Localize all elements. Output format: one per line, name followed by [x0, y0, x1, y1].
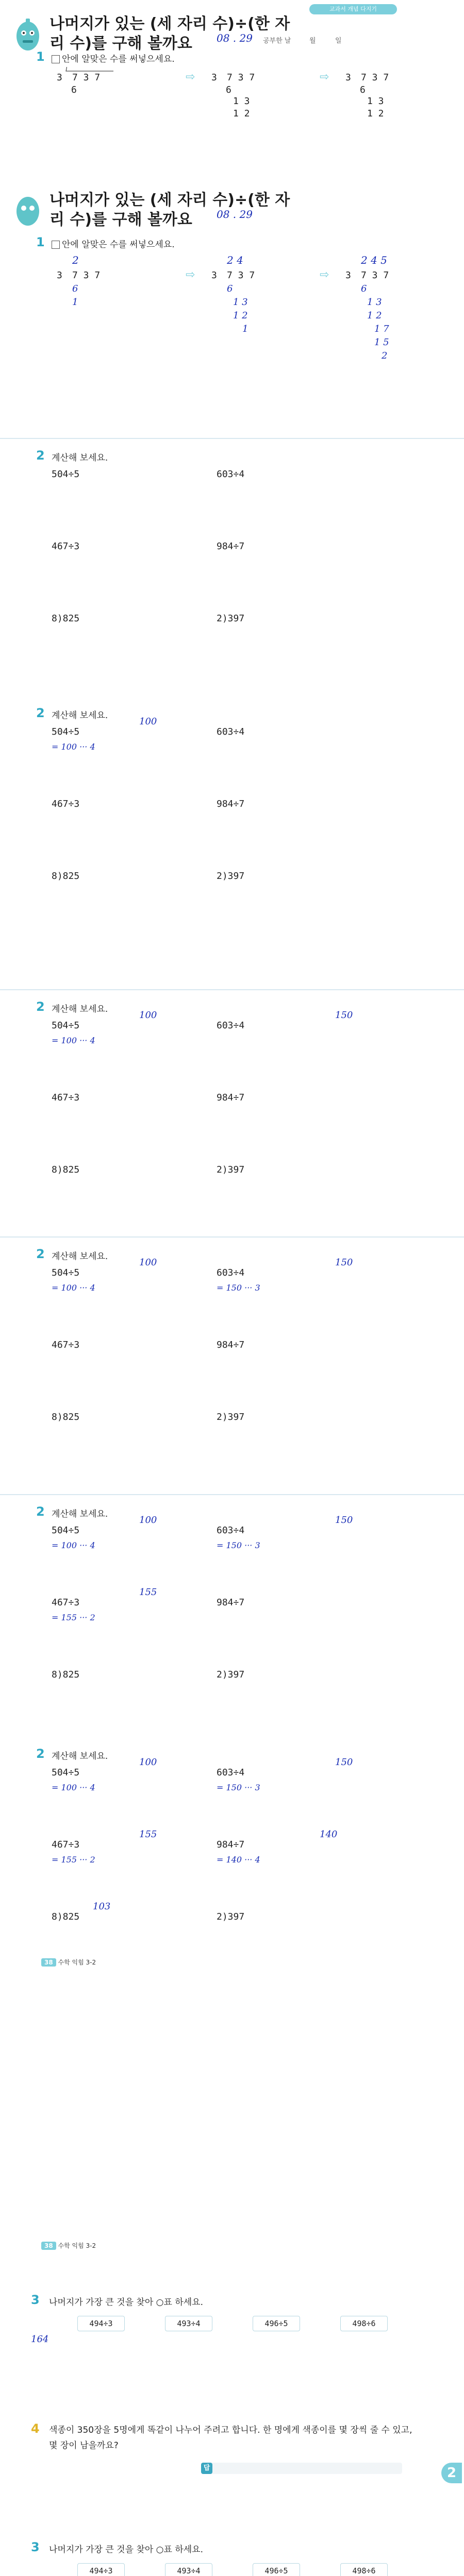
- question-number-1: 1: [36, 49, 45, 64]
- problem-2: 603÷4: [217, 1525, 245, 1536]
- problem-1: 504÷5: [52, 1267, 80, 1278]
- question-4-text: 색종이 350장을 5명에게 똑같이 나누어 주려고 합니다. 한 명에게 색종이를 몇 장씩 줄 수 있고, 몇 장이 남을까요?: [49, 2425, 412, 2451]
- work-1: 100: [139, 1257, 157, 1268]
- work-5: 103: [93, 1901, 111, 1912]
- work-line: 1 2: [367, 108, 384, 119]
- book-title: 수학 익힘 3-2: [58, 1959, 96, 1966]
- work-line: 1 3: [233, 96, 250, 107]
- book-title: 수학 익힘 3-2: [58, 2242, 96, 2249]
- work-4-note: = 140 ··· 4: [217, 1855, 260, 1865]
- work-line: 1 3: [367, 297, 382, 308]
- question-2-section: [0, 1242, 464, 1468]
- work-line: 1 5: [374, 337, 389, 348]
- dividend: 7 3 7: [227, 72, 255, 83]
- question-2-instruction: 계산해 보세요.: [52, 1251, 108, 1262]
- problem-5: 8)825: [52, 1669, 80, 1680]
- blank-box-icon: [52, 241, 60, 249]
- work-3-note: = 155 ··· 2: [52, 1613, 95, 1622]
- problem-3: 467÷3: [52, 1340, 80, 1350]
- problem-6: 2)397: [217, 1911, 245, 1922]
- question-3-4-section: [0, 2287, 464, 2530]
- long-division-steps-filled: [52, 252, 443, 366]
- work-1: 100: [139, 1010, 157, 1021]
- option-1[interactable]: 494÷3: [77, 2563, 125, 2576]
- problem-1: 504÷5: [52, 1767, 80, 1778]
- problem-5: 8)825: [52, 1164, 80, 1175]
- divisor: 3: [57, 72, 62, 83]
- work-3-note: = 155 ··· 2: [52, 1855, 95, 1865]
- footer-left: [41, 2241, 96, 2250]
- date-label: 공부한 날: [263, 37, 291, 45]
- problem-2: 603÷4: [217, 1267, 245, 1278]
- problem-5: 8)825: [52, 1412, 80, 1422]
- question-2-instruction: 계산해 보세요.: [52, 1509, 108, 1519]
- question-2-instruction: 계산해 보세요.: [52, 453, 108, 463]
- problem-3: 467÷3: [52, 1597, 80, 1608]
- problem-3: 467÷3: [52, 1839, 80, 1850]
- expression-bar: [206, 2463, 402, 2474]
- divider: [0, 438, 464, 439]
- problem-4: 984÷7: [217, 1597, 245, 1608]
- divider: [0, 989, 464, 990]
- question-number-2: 2: [36, 1747, 45, 1761]
- dividend: 7 3 7: [72, 72, 101, 83]
- problem-5: 8)825: [52, 613, 80, 624]
- work-1-note: = 100 ··· 4: [52, 1283, 95, 1293]
- work-line: 1 3: [367, 96, 384, 107]
- work-line: 1 2: [233, 310, 248, 321]
- divisor: 3: [345, 72, 351, 83]
- work-2: 150: [335, 1757, 353, 1768]
- date-handwritten: 08 . 29: [217, 32, 253, 44]
- chapter-badge: 2: [441, 2463, 462, 2483]
- problem-1: 504÷5: [52, 726, 80, 737]
- problem-5: 8)825: [52, 1911, 80, 1922]
- problem-4: 984÷7: [217, 1839, 245, 1850]
- work-1: 100: [139, 716, 157, 727]
- work-1-note: = 100 ··· 4: [52, 1540, 95, 1550]
- question-1-instruction: [52, 52, 175, 64]
- divisor: 3: [57, 270, 62, 281]
- divisor: 3: [211, 270, 217, 281]
- dividend: 7 3 7: [361, 72, 389, 83]
- section-banner: 교과서 개념 다지기: [309, 4, 397, 14]
- work-line: 1 2: [233, 108, 250, 119]
- problem-6: 2)397: [217, 613, 245, 624]
- work-1-note: = 100 ··· 4: [52, 1036, 95, 1045]
- day-label: 일: [335, 37, 342, 45]
- question-3-instruction: 나머지가 가장 큰 것을 찾아 ○표 하세요.: [49, 2545, 203, 2555]
- arrow-right-icon: ⇨: [320, 71, 329, 83]
- quotient: 2 4: [227, 254, 243, 266]
- page-fragment-header-1: [0, 0, 464, 121]
- work-line: 1: [72, 297, 78, 308]
- question-number-1: 1: [36, 235, 45, 249]
- long-division-steps-1: [52, 67, 443, 121]
- option-3[interactable]: 496÷5: [253, 2563, 300, 2576]
- page-title: 나머지가 있는 (세 자리 수)÷(한 자리 수)를 구해 볼까요: [49, 191, 290, 229]
- work-2-note: = 150 ··· 3: [217, 1540, 260, 1550]
- division-step-3: [345, 72, 389, 119]
- question-2-section: [0, 701, 464, 927]
- answer-mark: 답: [201, 2463, 212, 2474]
- problem-4: 984÷7: [217, 1092, 245, 1103]
- blank-box-icon: [52, 55, 60, 63]
- problem-2: 603÷4: [217, 1020, 245, 1031]
- work-line: 6: [71, 84, 77, 95]
- problem-1: 504÷5: [52, 1525, 80, 1536]
- work-3: 155: [139, 1829, 157, 1840]
- instruction-text: 안에 알맞은 수를 써넣으세요.: [62, 54, 175, 64]
- question-3-instruction: 나머지가 가장 큰 것을 찾아 ○표 하세요.: [49, 2297, 203, 2308]
- division-step-3-filled: [345, 254, 389, 361]
- dividend: 7 3 7: [72, 270, 101, 281]
- work-line: 6: [226, 84, 231, 95]
- question-number-2: 2: [36, 999, 45, 1014]
- month-label: 월: [309, 37, 316, 45]
- work-2: 150: [335, 1010, 353, 1021]
- work-1: 100: [139, 1515, 157, 1526]
- question-2-instruction: 계산해 보세요.: [52, 710, 108, 721]
- work-line: 2: [382, 350, 388, 361]
- problem-6: 2)397: [217, 1669, 245, 1680]
- work-line: 1 7: [374, 324, 389, 334]
- option-2[interactable]: 493÷4: [165, 2316, 212, 2331]
- division-step-2: [211, 72, 255, 119]
- divisor: 3: [345, 270, 351, 281]
- date-handwritten: 08 . 29: [217, 208, 253, 221]
- work-1-note: = 100 ··· 4: [52, 1783, 95, 1792]
- question-2-instruction: 계산해 보세요.: [52, 1004, 108, 1014]
- instruction-text: 안에 알맞은 수를 써넣으세요.: [62, 240, 175, 250]
- problem-1: 504÷5: [52, 1020, 80, 1031]
- dividend: 7 3 7: [227, 270, 255, 281]
- question-number-2: 2: [36, 1247, 45, 1261]
- work-line: 1: [242, 324, 248, 334]
- divisor: 3: [211, 72, 217, 83]
- work-2: 150: [335, 1515, 353, 1526]
- work-2-note: = 150 ··· 3: [217, 1283, 260, 1293]
- question-number-2: 2: [36, 448, 45, 463]
- work-1-note: = 100 ··· 4: [52, 742, 95, 752]
- divider: [0, 1494, 464, 1495]
- problem-6: 2)397: [217, 1412, 245, 1422]
- problem-3: 467÷3: [52, 799, 80, 809]
- work-o1: 164: [31, 2334, 49, 2345]
- mascot-robot-icon: [11, 191, 44, 231]
- problem-6: 2)397: [217, 871, 245, 882]
- question-number-3: 3: [31, 2293, 40, 2307]
- question-1-instruction: [52, 237, 175, 250]
- question-3-4-section: [0, 2535, 464, 2576]
- question-2-instruction: 계산해 보세요.: [52, 1751, 108, 1761]
- problem-4: 984÷7: [217, 1340, 245, 1350]
- work-2: 150: [335, 1257, 353, 1268]
- page-number: 38: [41, 1958, 56, 1967]
- division-step-1-filled: [57, 254, 100, 308]
- question-2-section: [0, 994, 464, 1221]
- work-2-note: = 150 ··· 3: [217, 1783, 260, 1792]
- work-line: 6: [72, 283, 78, 294]
- division-step-1: [57, 67, 113, 95]
- page-title: 나머지가 있는 (세 자리 수)÷(한 자리 수)를 구해 볼까요: [49, 15, 290, 53]
- question-number-2: 2: [36, 706, 45, 720]
- problem-2: 603÷4: [217, 726, 245, 737]
- problem-2: 603÷4: [217, 1767, 245, 1778]
- problem-2: 603÷4: [217, 469, 245, 480]
- quotient: 2 4 5: [361, 254, 387, 266]
- arrow-right-icon: ⇨: [186, 268, 195, 281]
- work-line: 1 2: [367, 310, 382, 321]
- question-2-section: [0, 1741, 464, 1968]
- page-number: 38: [41, 2242, 56, 2250]
- work-line: 1 3: [233, 297, 248, 308]
- problem-5: 8)825: [52, 871, 80, 882]
- arrow-right-icon: ⇨: [186, 71, 195, 83]
- division-step-2-filled: [211, 254, 255, 334]
- work-line: 6: [360, 84, 366, 95]
- arrow-right-icon: ⇨: [320, 268, 329, 281]
- divider: [0, 1236, 464, 1238]
- dividend: 7 3 7: [361, 270, 389, 281]
- option-1[interactable]: 494÷3: [77, 2316, 125, 2331]
- work-4: 140: [320, 1829, 338, 1840]
- problem-4: 984÷7: [217, 799, 245, 809]
- option-4[interactable]: 498÷6: [340, 2316, 388, 2331]
- page-fragment-header-2: [0, 191, 464, 428]
- option-3[interactable]: 496÷5: [253, 2316, 300, 2331]
- problem-4: 984÷7: [217, 541, 245, 552]
- question-2-section: [0, 1499, 464, 1726]
- question-2-section: [0, 443, 464, 670]
- problem-3: 467÷3: [52, 1092, 80, 1103]
- work-3: 155: [139, 1587, 157, 1598]
- question-number-3: 3: [31, 2540, 40, 2554]
- question-number-4: 4: [31, 2421, 40, 2436]
- problem-6: 2)397: [217, 1164, 245, 1175]
- work-1: 100: [139, 1757, 157, 1768]
- option-4[interactable]: 498÷6: [340, 2563, 388, 2576]
- problem-3: 467÷3: [52, 541, 80, 552]
- quotient: 2: [72, 254, 79, 266]
- question-number-2: 2: [36, 1504, 45, 1519]
- footer-left: [41, 1958, 96, 1967]
- option-2[interactable]: 493÷4: [165, 2563, 212, 2576]
- work-line: 6: [227, 283, 233, 294]
- problem-1: 504÷5: [52, 469, 80, 480]
- work-line: 6: [361, 283, 367, 294]
